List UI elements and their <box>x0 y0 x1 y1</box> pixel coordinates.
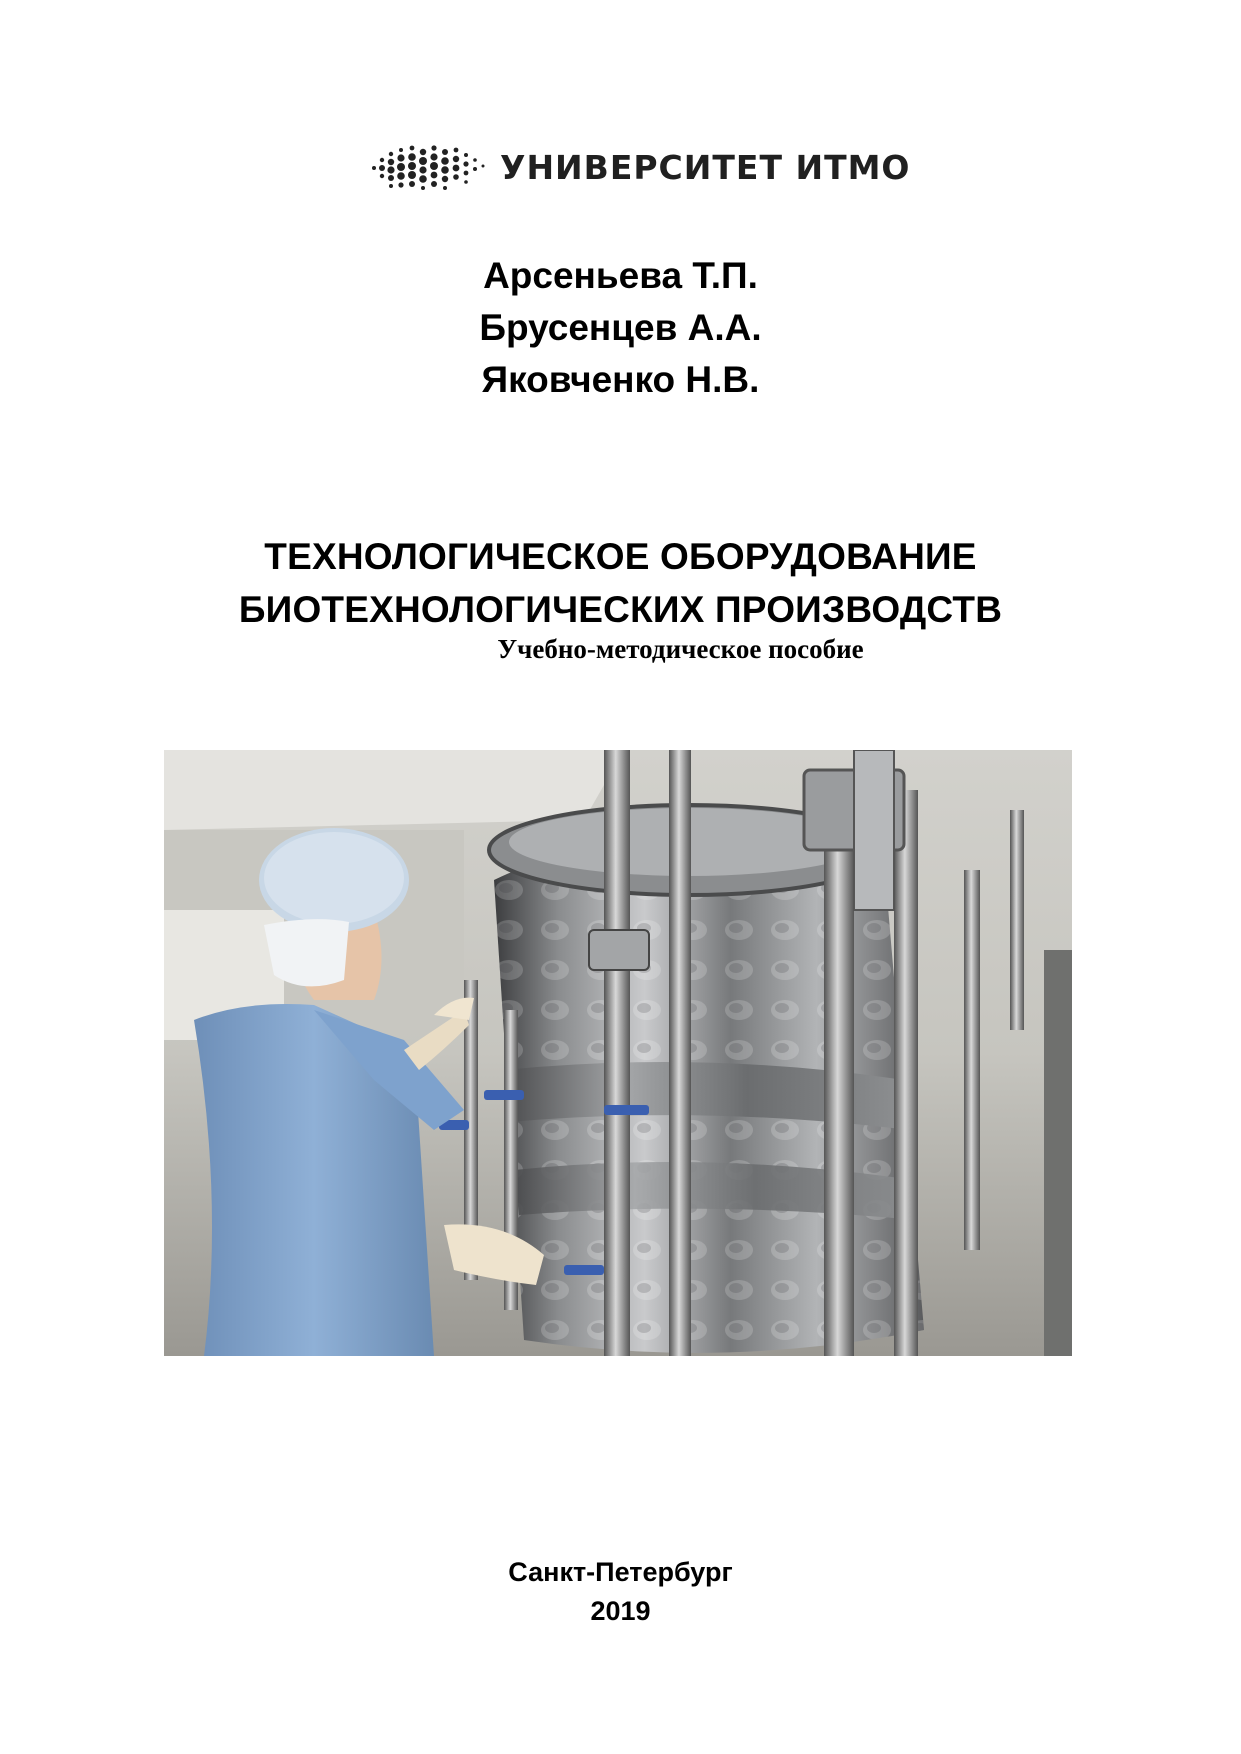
itmo-dot-pattern-icon <box>368 138 488 196</box>
bioreactor-photo <box>164 750 1072 1356</box>
author-name: Брусенцев А.А. <box>479 307 762 348</box>
author-list <box>0 250 1241 406</box>
document-title <box>0 530 1241 636</box>
publication-city: Санкт-Петербург <box>508 1557 733 1587</box>
title-line: БИОТЕХНОЛОГИЧЕСКИХ ПРОИЗВОДСТВ <box>238 589 1003 630</box>
author-name: Арсеньева Т.П. <box>483 255 758 296</box>
itmo-logo <box>368 138 910 196</box>
document-subtitle: Учебно-методическое пособие <box>497 634 864 664</box>
author-name: Яковченко Н.В. <box>481 359 760 400</box>
university-name: УНИВЕРСИТЕТ ИТМО <box>500 147 911 187</box>
publication-info <box>0 1552 1241 1630</box>
title-line: ТЕХНОЛОГИЧЕСКОЕ ОБОРУДОВАНИЕ <box>264 536 977 577</box>
publication-year: 2019 <box>590 1596 651 1626</box>
